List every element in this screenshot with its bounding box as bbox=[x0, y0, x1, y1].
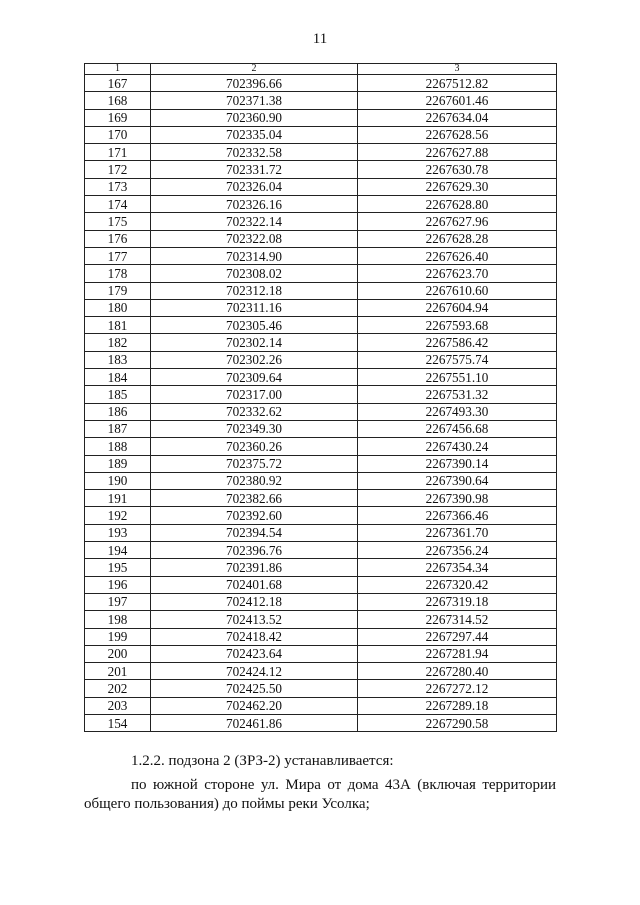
point-number-cell: 191 bbox=[85, 490, 151, 507]
point-number-cell: 195 bbox=[85, 559, 151, 576]
y-coordinate-cell: 2267610.60 bbox=[358, 282, 557, 299]
point-number-cell: 193 bbox=[85, 524, 151, 541]
x-coordinate-cell: 702462.20 bbox=[151, 697, 358, 714]
x-coordinate-cell: 702418.42 bbox=[151, 628, 358, 645]
point-number-cell: 175 bbox=[85, 213, 151, 230]
point-number-cell: 171 bbox=[85, 144, 151, 161]
y-coordinate-cell: 2267319.18 bbox=[358, 593, 557, 610]
table-row bbox=[85, 490, 557, 507]
table-row bbox=[85, 472, 557, 489]
table-row bbox=[85, 126, 557, 143]
table-row bbox=[85, 351, 557, 368]
table-row bbox=[85, 524, 557, 541]
x-coordinate-cell: 702423.64 bbox=[151, 645, 358, 662]
y-coordinate-cell: 2267280.40 bbox=[358, 663, 557, 680]
y-coordinate-cell: 2267601.46 bbox=[358, 92, 557, 109]
table-row bbox=[85, 75, 557, 92]
y-coordinate-cell: 2267390.14 bbox=[358, 455, 557, 472]
subzone-heading: 1.2.2. подзона 2 (ЗРЗ-2) устанавливается: bbox=[131, 753, 394, 769]
point-number-cell: 192 bbox=[85, 507, 151, 524]
y-coordinate-cell: 2267575.74 bbox=[358, 351, 557, 368]
x-coordinate-cell: 702424.12 bbox=[151, 663, 358, 680]
point-number-cell: 172 bbox=[85, 161, 151, 178]
page-number: 11 bbox=[312, 31, 328, 47]
point-number-cell: 170 bbox=[85, 126, 151, 143]
column-header: 3 bbox=[358, 64, 557, 75]
table-row bbox=[85, 178, 557, 195]
y-coordinate-cell: 2267289.18 bbox=[358, 697, 557, 714]
description-line: общего пользования) до поймы реки Усолка; bbox=[84, 796, 370, 812]
y-coordinate-cell: 2267354.34 bbox=[358, 559, 557, 576]
point-number-cell: 200 bbox=[85, 645, 151, 662]
y-coordinate-cell: 2267551.10 bbox=[358, 369, 557, 386]
point-number-cell: 178 bbox=[85, 265, 151, 282]
point-number-cell: 187 bbox=[85, 420, 151, 437]
y-coordinate-cell: 2267634.04 bbox=[358, 109, 557, 126]
x-coordinate-cell: 702349.30 bbox=[151, 420, 358, 437]
x-coordinate-cell: 702425.50 bbox=[151, 680, 358, 697]
y-coordinate-cell: 2267604.94 bbox=[358, 299, 557, 316]
point-number-cell: 154 bbox=[85, 714, 151, 731]
table-row bbox=[85, 420, 557, 437]
table-row bbox=[85, 455, 557, 472]
table-row bbox=[85, 317, 557, 334]
y-coordinate-cell: 2267629.30 bbox=[358, 178, 557, 195]
y-coordinate-cell: 2267623.70 bbox=[358, 265, 557, 282]
y-coordinate-cell: 2267314.52 bbox=[358, 611, 557, 628]
y-coordinate-cell: 2267297.44 bbox=[358, 628, 557, 645]
x-coordinate-cell: 702331.72 bbox=[151, 161, 358, 178]
x-coordinate-cell: 702396.76 bbox=[151, 542, 358, 559]
point-number-cell: 188 bbox=[85, 438, 151, 455]
y-coordinate-cell: 2267628.28 bbox=[358, 230, 557, 247]
x-coordinate-cell: 702309.64 bbox=[151, 369, 358, 386]
point-number-cell: 183 bbox=[85, 351, 151, 368]
y-coordinate-cell: 2267290.58 bbox=[358, 714, 557, 731]
point-number-cell: 196 bbox=[85, 576, 151, 593]
y-coordinate-cell: 2267493.30 bbox=[358, 403, 557, 420]
column-header: 2 bbox=[151, 64, 358, 75]
table-row bbox=[85, 438, 557, 455]
y-coordinate-cell: 2267320.42 bbox=[358, 576, 557, 593]
y-coordinate-cell: 2267356.24 bbox=[358, 542, 557, 559]
table-row bbox=[85, 542, 557, 559]
y-coordinate-cell: 2267390.98 bbox=[358, 490, 557, 507]
point-number-cell: 189 bbox=[85, 455, 151, 472]
point-number-cell: 168 bbox=[85, 92, 151, 109]
y-coordinate-cell: 2267626.40 bbox=[358, 247, 557, 264]
y-coordinate-cell: 2267628.80 bbox=[358, 196, 557, 213]
x-coordinate-cell: 702326.04 bbox=[151, 178, 358, 195]
x-coordinate-cell: 702322.14 bbox=[151, 213, 358, 230]
table-row bbox=[85, 559, 557, 576]
table-row bbox=[85, 593, 557, 610]
subzone-description bbox=[84, 776, 556, 814]
y-coordinate-cell: 2267627.88 bbox=[358, 144, 557, 161]
table-row bbox=[85, 697, 557, 714]
table-row bbox=[85, 628, 557, 645]
table-row bbox=[85, 645, 557, 662]
point-number-cell: 181 bbox=[85, 317, 151, 334]
x-coordinate-cell: 702371.38 bbox=[151, 92, 358, 109]
y-coordinate-cell: 2267593.68 bbox=[358, 317, 557, 334]
y-coordinate-cell: 2267390.64 bbox=[358, 472, 557, 489]
x-coordinate-cell: 702394.54 bbox=[151, 524, 358, 541]
y-coordinate-cell: 2267430.24 bbox=[358, 438, 557, 455]
x-coordinate-cell: 702380.92 bbox=[151, 472, 358, 489]
x-coordinate-cell: 702335.04 bbox=[151, 126, 358, 143]
table-row bbox=[85, 403, 557, 420]
table-row bbox=[85, 507, 557, 524]
point-number-cell: 186 bbox=[85, 403, 151, 420]
table-row bbox=[85, 109, 557, 126]
y-coordinate-cell: 2267586.42 bbox=[358, 334, 557, 351]
table-body bbox=[85, 75, 557, 732]
x-coordinate-cell: 702305.46 bbox=[151, 317, 358, 334]
y-coordinate-cell: 2267628.56 bbox=[358, 126, 557, 143]
y-coordinate-cell: 2267456.68 bbox=[358, 420, 557, 437]
table-row bbox=[85, 247, 557, 264]
x-coordinate-cell: 702311.16 bbox=[151, 299, 358, 316]
y-coordinate-cell: 2267272.12 bbox=[358, 680, 557, 697]
description-line: по южной стороне ул. Мира от дома 43А (включая территории bbox=[131, 777, 556, 793]
table-row bbox=[85, 299, 557, 316]
table-row bbox=[85, 369, 557, 386]
x-coordinate-cell: 702392.60 bbox=[151, 507, 358, 524]
x-coordinate-cell: 702317.00 bbox=[151, 386, 358, 403]
point-number-cell: 198 bbox=[85, 611, 151, 628]
table-row bbox=[85, 386, 557, 403]
point-number-cell: 197 bbox=[85, 593, 151, 610]
y-coordinate-cell: 2267366.46 bbox=[358, 507, 557, 524]
x-coordinate-cell: 702312.18 bbox=[151, 282, 358, 299]
x-coordinate-cell: 702302.26 bbox=[151, 351, 358, 368]
table-row bbox=[85, 611, 557, 628]
x-coordinate-cell: 702401.68 bbox=[151, 576, 358, 593]
point-number-cell: 180 bbox=[85, 299, 151, 316]
point-number-cell: 202 bbox=[85, 680, 151, 697]
x-coordinate-cell: 702396.66 bbox=[151, 75, 358, 92]
x-coordinate-cell: 702391.86 bbox=[151, 559, 358, 576]
x-coordinate-cell: 702314.90 bbox=[151, 247, 358, 264]
x-coordinate-cell: 702412.18 bbox=[151, 593, 358, 610]
point-number-cell: 167 bbox=[85, 75, 151, 92]
table-row bbox=[85, 196, 557, 213]
x-coordinate-cell: 702308.02 bbox=[151, 265, 358, 282]
x-coordinate-cell: 702332.62 bbox=[151, 403, 358, 420]
y-coordinate-cell: 2267281.94 bbox=[358, 645, 557, 662]
table-row bbox=[85, 230, 557, 247]
x-coordinate-cell: 702302.14 bbox=[151, 334, 358, 351]
table-row bbox=[85, 680, 557, 697]
x-coordinate-cell: 702413.52 bbox=[151, 611, 358, 628]
table-row bbox=[85, 92, 557, 109]
table-row bbox=[85, 161, 557, 178]
point-number-cell: 201 bbox=[85, 663, 151, 680]
point-number-cell: 194 bbox=[85, 542, 151, 559]
table-row bbox=[85, 282, 557, 299]
point-number-cell: 177 bbox=[85, 247, 151, 264]
point-number-cell: 169 bbox=[85, 109, 151, 126]
x-coordinate-cell: 702332.58 bbox=[151, 144, 358, 161]
point-number-cell: 190 bbox=[85, 472, 151, 489]
column-header: 1 bbox=[85, 64, 151, 75]
table-header-row bbox=[85, 64, 557, 75]
y-coordinate-cell: 2267531.32 bbox=[358, 386, 557, 403]
point-number-cell: 182 bbox=[85, 334, 151, 351]
point-number-cell: 173 bbox=[85, 178, 151, 195]
x-coordinate-cell: 702461.86 bbox=[151, 714, 358, 731]
point-number-cell: 185 bbox=[85, 386, 151, 403]
y-coordinate-cell: 2267627.96 bbox=[358, 213, 557, 230]
x-coordinate-cell: 702382.66 bbox=[151, 490, 358, 507]
table-row bbox=[85, 265, 557, 282]
point-number-cell: 203 bbox=[85, 697, 151, 714]
point-number-cell: 179 bbox=[85, 282, 151, 299]
point-number-cell: 184 bbox=[85, 369, 151, 386]
table-row bbox=[85, 576, 557, 593]
x-coordinate-cell: 702360.90 bbox=[151, 109, 358, 126]
table-row bbox=[85, 334, 557, 351]
x-coordinate-cell: 702322.08 bbox=[151, 230, 358, 247]
x-coordinate-cell: 702375.72 bbox=[151, 455, 358, 472]
x-coordinate-cell: 702326.16 bbox=[151, 196, 358, 213]
table-row bbox=[85, 663, 557, 680]
coordinates-table bbox=[84, 63, 557, 732]
point-number-cell: 174 bbox=[85, 196, 151, 213]
y-coordinate-cell: 2267630.78 bbox=[358, 161, 557, 178]
x-coordinate-cell: 702360.26 bbox=[151, 438, 358, 455]
table-row bbox=[85, 714, 557, 731]
y-coordinate-cell: 2267512.82 bbox=[358, 75, 557, 92]
y-coordinate-cell: 2267361.70 bbox=[358, 524, 557, 541]
table-row bbox=[85, 213, 557, 230]
point-number-cell: 199 bbox=[85, 628, 151, 645]
table-row bbox=[85, 144, 557, 161]
point-number-cell: 176 bbox=[85, 230, 151, 247]
